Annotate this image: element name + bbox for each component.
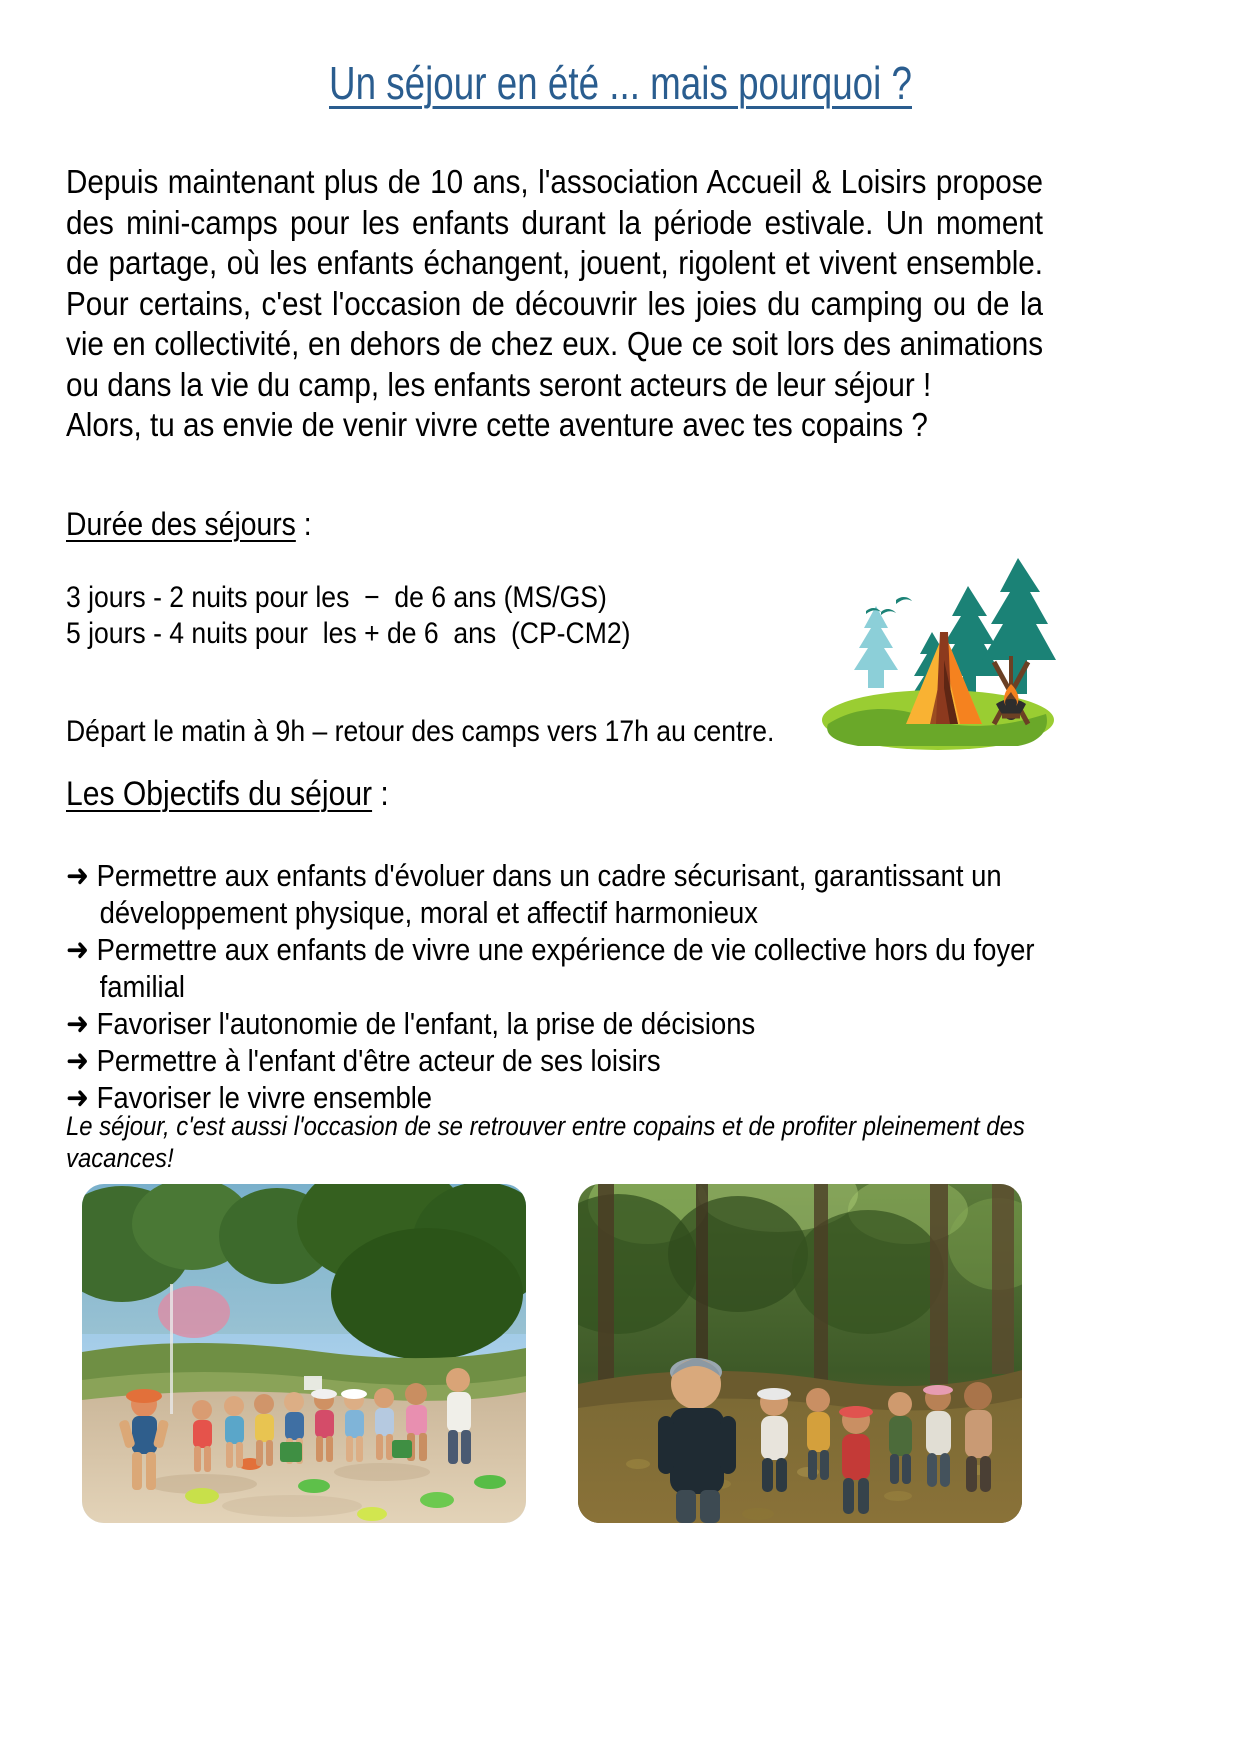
closing-note: Le séjour, c'est aussi l'occasion de se retrouver entre copains et de profiter pleinement des vacances!: [66, 1111, 1025, 1173]
camping-tent-illustration: [818, 528, 1058, 758]
intro-last-line: Alors, tu as envie de venir vivre cette aventure avec tes copains ?: [66, 407, 928, 444]
intro-paragraph-text: Depuis maintenant plus de 10 ans, l'association Accueil & Loisirs propose des mini-camps pour les enfants durant la période estivale. Un moment de partage, où les enfants échangent, jouent, rigolent et vivent ensemble. Pour certains, c'est l'occasion de découvrir les joies du camping ou de la vie en collectivité, en dehors de chez eux. Que ce soit lors des animations ou dans la vie du camp, les enfants seront acteurs de leur séjour !: [66, 164, 1044, 404]
duree-heading-colon: :: [295, 506, 312, 542]
list-item-label: Permettre aux enfants de vivre une expérience de vie collective hors du foyer familial: [96, 932, 1035, 1004]
bullet-arrow-icon: ➜: [66, 858, 89, 893]
list-item: [66, 1005, 1043, 1042]
list-item-label: Permettre aux enfants d'évoluer dans un cadre sécurisant, garantissant un développement physique, moral et affectif harmonieux: [96, 858, 1002, 930]
bullet-arrow-icon: ➜: [66, 1006, 89, 1041]
list-item-label: Favoriser l'autonomie de l'enfant, la prise de décisions: [96, 1006, 756, 1041]
objectifs-section-heading: [66, 775, 389, 813]
bullet-arrow-icon: ➜: [66, 932, 89, 967]
page-title-text: Un séjour en été ... mais pourquoi ?: [329, 57, 912, 109]
objectifs-list: [66, 857, 1043, 1116]
photo-children-beach-games: [82, 1184, 526, 1523]
list-item-label: Permettre à l'enfant d'être acteur de ses loisirs: [96, 1043, 661, 1078]
list-item-label: Favoriser le vivre ensemble: [96, 1080, 433, 1115]
duree-heading-label: Durée des séjours: [66, 506, 296, 542]
depart-line: Départ le matin à 9h – retour des camps vers 17h au centre.: [66, 715, 775, 748]
list-item: [66, 931, 1043, 1005]
duree-line-2: 5 jours - 4 nuits pour les + de 6 ans (CP-CM2): [66, 617, 631, 650]
intro-block: [66, 163, 1044, 447]
bullet-arrow-icon: ➜: [66, 1080, 89, 1115]
page-title: [124, 56, 1117, 110]
objectifs-heading-label: Les Objectifs du séjour: [66, 775, 373, 813]
duree-section-heading: [66, 505, 312, 543]
bullet-arrow-icon: ➜: [66, 1043, 89, 1078]
intro-paragraph: [66, 163, 1043, 447]
list-item: [66, 1042, 1043, 1079]
photo-children-forest-walk: [578, 1184, 1022, 1523]
list-item: [66, 857, 1043, 931]
objectifs-heading-colon: :: [372, 775, 389, 813]
duree-line-1: 3 jours - 2 nuits pour les − de 6 ans (MS/GS): [66, 581, 607, 614]
pine-tree-light-icon: [854, 606, 898, 688]
